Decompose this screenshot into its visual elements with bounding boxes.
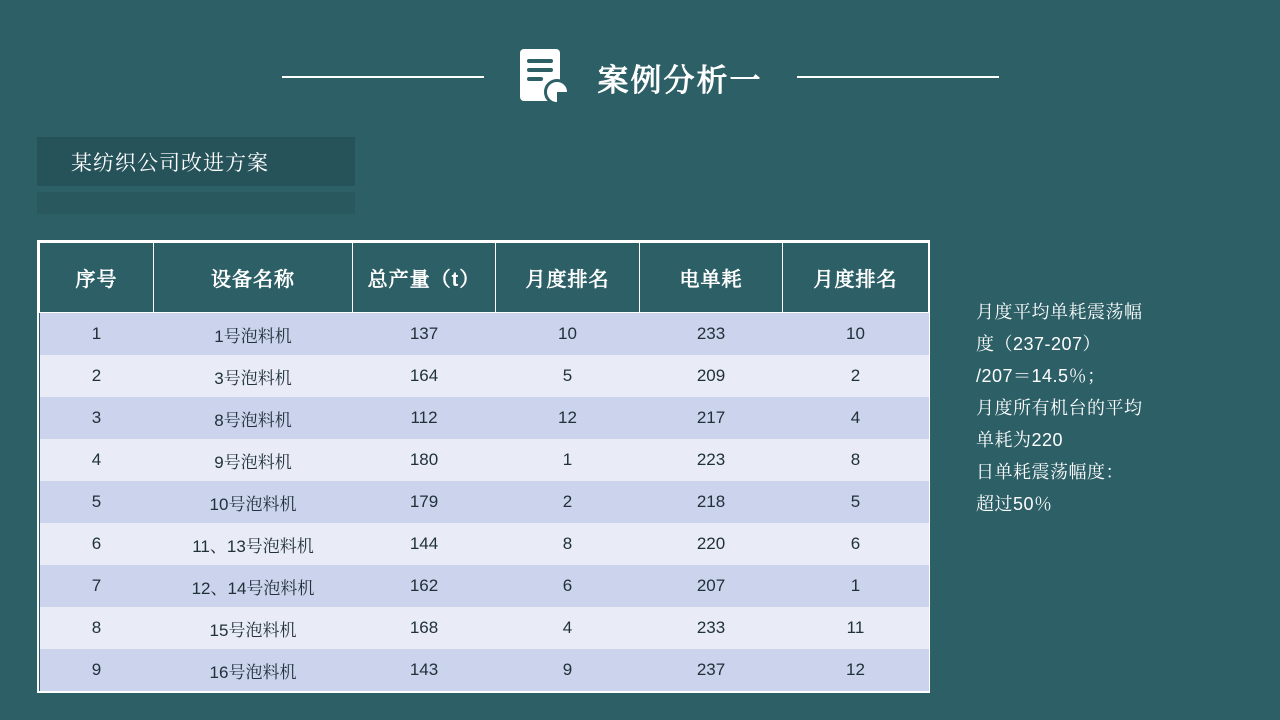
side-note	[976, 296, 1224, 520]
table-row	[40, 607, 929, 649]
cell-device: 9号泡料机	[154, 439, 353, 481]
section-label	[37, 137, 355, 186]
cell-index: 8	[40, 607, 154, 649]
cell-output: 137	[353, 313, 496, 356]
cell-output: 168	[353, 607, 496, 649]
cell-index: 2	[40, 355, 154, 397]
cell-rank-power: 10	[783, 313, 929, 356]
side-note-line: /207＝14.5％；	[976, 366, 1106, 386]
table-header	[40, 243, 929, 313]
section-label-text: 某纺织公司改进方案	[71, 151, 269, 175]
cell-device: 1号泡料机	[154, 313, 353, 356]
slide-header	[0, 42, 1280, 112]
column-header-rank-output: 月度排名	[496, 243, 640, 313]
pie-chart-badge	[544, 79, 570, 105]
cell-power: 233	[640, 313, 783, 356]
header-rule-right	[797, 76, 999, 78]
cell-rank-power: 2	[783, 355, 929, 397]
cell-rank-output: 4	[496, 607, 640, 649]
page-title: 案例分析一	[597, 62, 763, 98]
cell-power: 218	[640, 481, 783, 523]
column-header-output: 总产量（t）	[353, 243, 496, 313]
cell-rank-output: 6	[496, 565, 640, 607]
cell-power: 207	[640, 565, 783, 607]
column-header-rank-power: 月度排名	[783, 243, 929, 313]
cell-rank-output: 5	[496, 355, 640, 397]
cell-output: 180	[353, 439, 496, 481]
cell-index: 7	[40, 565, 154, 607]
cell-rank-output: 9	[496, 649, 640, 691]
doc-line	[527, 77, 543, 81]
table-row	[40, 649, 929, 691]
cell-output: 162	[353, 565, 496, 607]
side-note-line: 度（237-207）	[976, 334, 1102, 354]
cell-rank-power: 11	[783, 607, 929, 649]
cell-rank-output: 1	[496, 439, 640, 481]
side-note-line: 月度所有机台的平均	[976, 398, 1143, 418]
doc-line	[527, 59, 553, 63]
cell-device: 12、14号泡料机	[154, 565, 353, 607]
cell-device: 10号泡料机	[154, 481, 353, 523]
cell-device: 8号泡料机	[154, 397, 353, 439]
cell-index: 1	[40, 313, 154, 356]
cell-device: 3号泡料机	[154, 355, 353, 397]
cell-output: 179	[353, 481, 496, 523]
cell-power: 217	[640, 397, 783, 439]
cell-index: 3	[40, 397, 154, 439]
column-header-power: 电单耗	[640, 243, 783, 313]
cell-index: 9	[40, 649, 154, 691]
side-note-line: 单耗为220	[976, 430, 1064, 450]
document-chart-icon	[518, 49, 570, 105]
cell-output: 143	[353, 649, 496, 691]
cell-index: 5	[40, 481, 154, 523]
cell-device: 16号泡料机	[154, 649, 353, 691]
table-row	[40, 439, 929, 481]
data-table	[39, 242, 929, 691]
cell-power: 223	[640, 439, 783, 481]
cell-rank-power: 6	[783, 523, 929, 565]
cell-rank-output: 8	[496, 523, 640, 565]
side-note-line: 日单耗震荡幅度：	[976, 462, 1124, 482]
cell-output: 164	[353, 355, 496, 397]
cell-power: 237	[640, 649, 783, 691]
table-row	[40, 313, 929, 356]
cell-rank-power: 5	[783, 481, 929, 523]
table-row	[40, 481, 929, 523]
cell-rank-output: 12	[496, 397, 640, 439]
header-rule-left	[282, 76, 484, 78]
cell-power: 209	[640, 355, 783, 397]
cell-power: 220	[640, 523, 783, 565]
cell-output: 112	[353, 397, 496, 439]
column-header-device: 设备名称	[154, 243, 353, 313]
cell-rank-power: 4	[783, 397, 929, 439]
side-note-line: 月度平均单耗震荡幅	[976, 302, 1143, 322]
section-label-shadow	[37, 192, 355, 214]
cell-rank-power: 1	[783, 565, 929, 607]
cell-rank-output: 10	[496, 313, 640, 356]
cell-rank-power: 12	[783, 649, 929, 691]
side-note-line: 超过50％	[976, 494, 1053, 514]
column-header-index: 序号	[40, 243, 154, 313]
cell-device: 11、13号泡料机	[154, 523, 353, 565]
table-header-row	[40, 243, 929, 313]
data-table-container	[37, 240, 930, 693]
cell-output: 144	[353, 523, 496, 565]
cell-index: 4	[40, 439, 154, 481]
table-row	[40, 397, 929, 439]
cell-power: 233	[640, 607, 783, 649]
table-row	[40, 523, 929, 565]
cell-rank-output: 2	[496, 481, 640, 523]
cell-index: 6	[40, 523, 154, 565]
table-body	[40, 313, 929, 692]
cell-rank-power: 8	[783, 439, 929, 481]
cell-device: 15号泡料机	[154, 607, 353, 649]
table-row	[40, 565, 929, 607]
doc-line	[527, 68, 553, 72]
table-row	[40, 355, 929, 397]
